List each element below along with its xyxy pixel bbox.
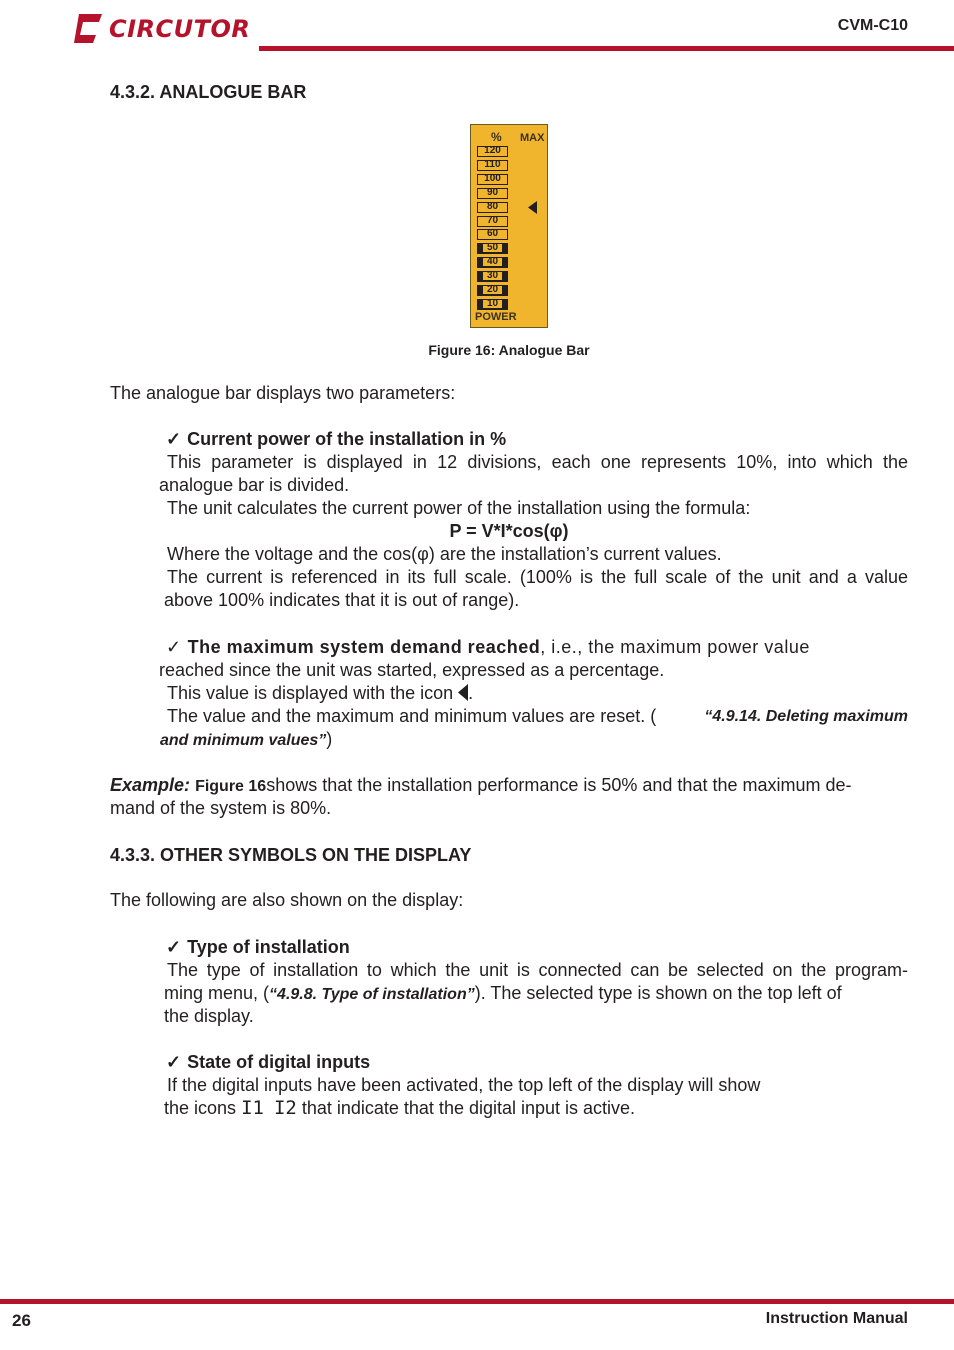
bar-segment-40: 40	[477, 257, 508, 268]
section-reference: “4.9.14. Deleting maximum	[704, 708, 908, 725]
item3-line2: ming menu, ( “4.9.8. Type of installation” ). The selected type is shown on the top left of	[164, 982, 908, 1006]
item2-line1: reached since the unit was started, expressed as a percentage.	[159, 660, 665, 680]
item3-line3: the display.	[164, 1006, 254, 1026]
item1-line5: The current is referenced in its full scale. (100% is the full scale of the unit and a value	[167, 567, 908, 587]
item2-line2: This value is displayed with the icon .	[167, 683, 474, 703]
footer-rule	[0, 1299, 954, 1304]
brand-logo	[71, 12, 250, 45]
bar-segment-30: 30	[477, 271, 508, 282]
percent-label: %	[491, 130, 502, 144]
check-icon: ✓	[166, 1052, 182, 1072]
model-name: CVM-C10	[837, 17, 908, 34]
paragraph-intro: The analogue bar displays two parameters:	[110, 383, 456, 403]
formula: P = V*I*cos(φ)	[449, 521, 569, 541]
bar-segment-120: 120	[477, 146, 508, 157]
footer-title: Instruction Manual	[765, 1310, 908, 1327]
bar-segment-90: 90	[477, 188, 508, 199]
bar-segment-60: 60	[477, 229, 508, 240]
circutor-logo-icon	[71, 12, 105, 45]
check-icon: ✓	[166, 429, 182, 449]
header-rule	[259, 46, 954, 51]
bar-segment-100: 100	[477, 174, 508, 185]
digital-input-2-icon: I2	[273, 1097, 297, 1119]
brand-name: CIRCUTOR	[109, 14, 251, 43]
figure-caption: Figure 16: Analogue Bar	[428, 342, 590, 358]
section-reference: and minimum values”	[160, 732, 327, 749]
digital-input-1-icon: I1	[241, 1097, 264, 1119]
item1-line6: above 100% indicates that it is out of range).	[164, 590, 520, 610]
check-icon: ✓	[166, 937, 182, 957]
item-type-installation-title: ✓ Type of installation	[166, 937, 350, 957]
section-heading-analogue-bar: 4.3.2. ANALOGUE BAR	[110, 82, 307, 102]
analogue-bar-figure	[470, 124, 548, 328]
section-reference: “4.9.8. Type of installation”	[269, 986, 475, 1003]
item1-line4: Where the voltage and the cos(φ) are the installation’s current values.	[167, 544, 722, 564]
item3-line1: The type of installation to which the unit is connected can be selected on the program-	[167, 960, 908, 980]
item2-line4: and minimum values”)	[160, 729, 333, 749]
bar-segment-20: 20	[477, 285, 508, 296]
item4-line2: the icons I1 I2 that indicate that the digital input is active.	[164, 1097, 636, 1119]
bar-segment-50: 50	[477, 243, 508, 254]
left-triangle-icon	[458, 684, 468, 701]
item1-line2: analogue bar is divided.	[159, 475, 350, 495]
bar-segment-10: 10	[477, 299, 508, 310]
bar-segment-70: 70	[477, 216, 508, 227]
max-label: MAX	[520, 132, 545, 144]
item-current-power-title: ✓ Current power of the installation in %	[166, 429, 507, 449]
item2-line3: The value and the maximum and minimum values are reset. ( “4.9.14. Deleting maximum	[167, 706, 908, 726]
example-line2: mand of the system is 80%.	[110, 798, 332, 818]
item4-line1: If the digital inputs have been activated, the top left of the display will show	[167, 1075, 761, 1095]
item-max-demand-title: ✓ The maximum system demand reached, i.e., the maximum power value	[166, 637, 810, 657]
example-line1: Example: Figure 16 shows that the installation performance is 50% and that the maximum de-	[110, 775, 852, 795]
page-number: 26	[12, 1311, 31, 1330]
paragraph-intro-symbols: The following are also shown on the display:	[110, 890, 464, 910]
section-heading-other-symbols: 4.3.3. OTHER SYMBOLS ON THE DISPLAY	[110, 845, 472, 865]
item-digital-inputs-title: ✓ State of digital inputs	[166, 1052, 371, 1072]
power-label: POWER	[475, 311, 517, 323]
max-marker-icon	[528, 201, 537, 214]
item1-line3: The unit calculates the current power of the installation using the formula:	[167, 498, 751, 518]
item1-line1: This parameter is displayed in 12 divisions, each one represents 10%, into which the	[167, 452, 908, 472]
bar-segment-110: 110	[477, 160, 508, 171]
check-icon: ✓	[166, 637, 182, 657]
bar-segment-80: 80	[477, 202, 508, 213]
